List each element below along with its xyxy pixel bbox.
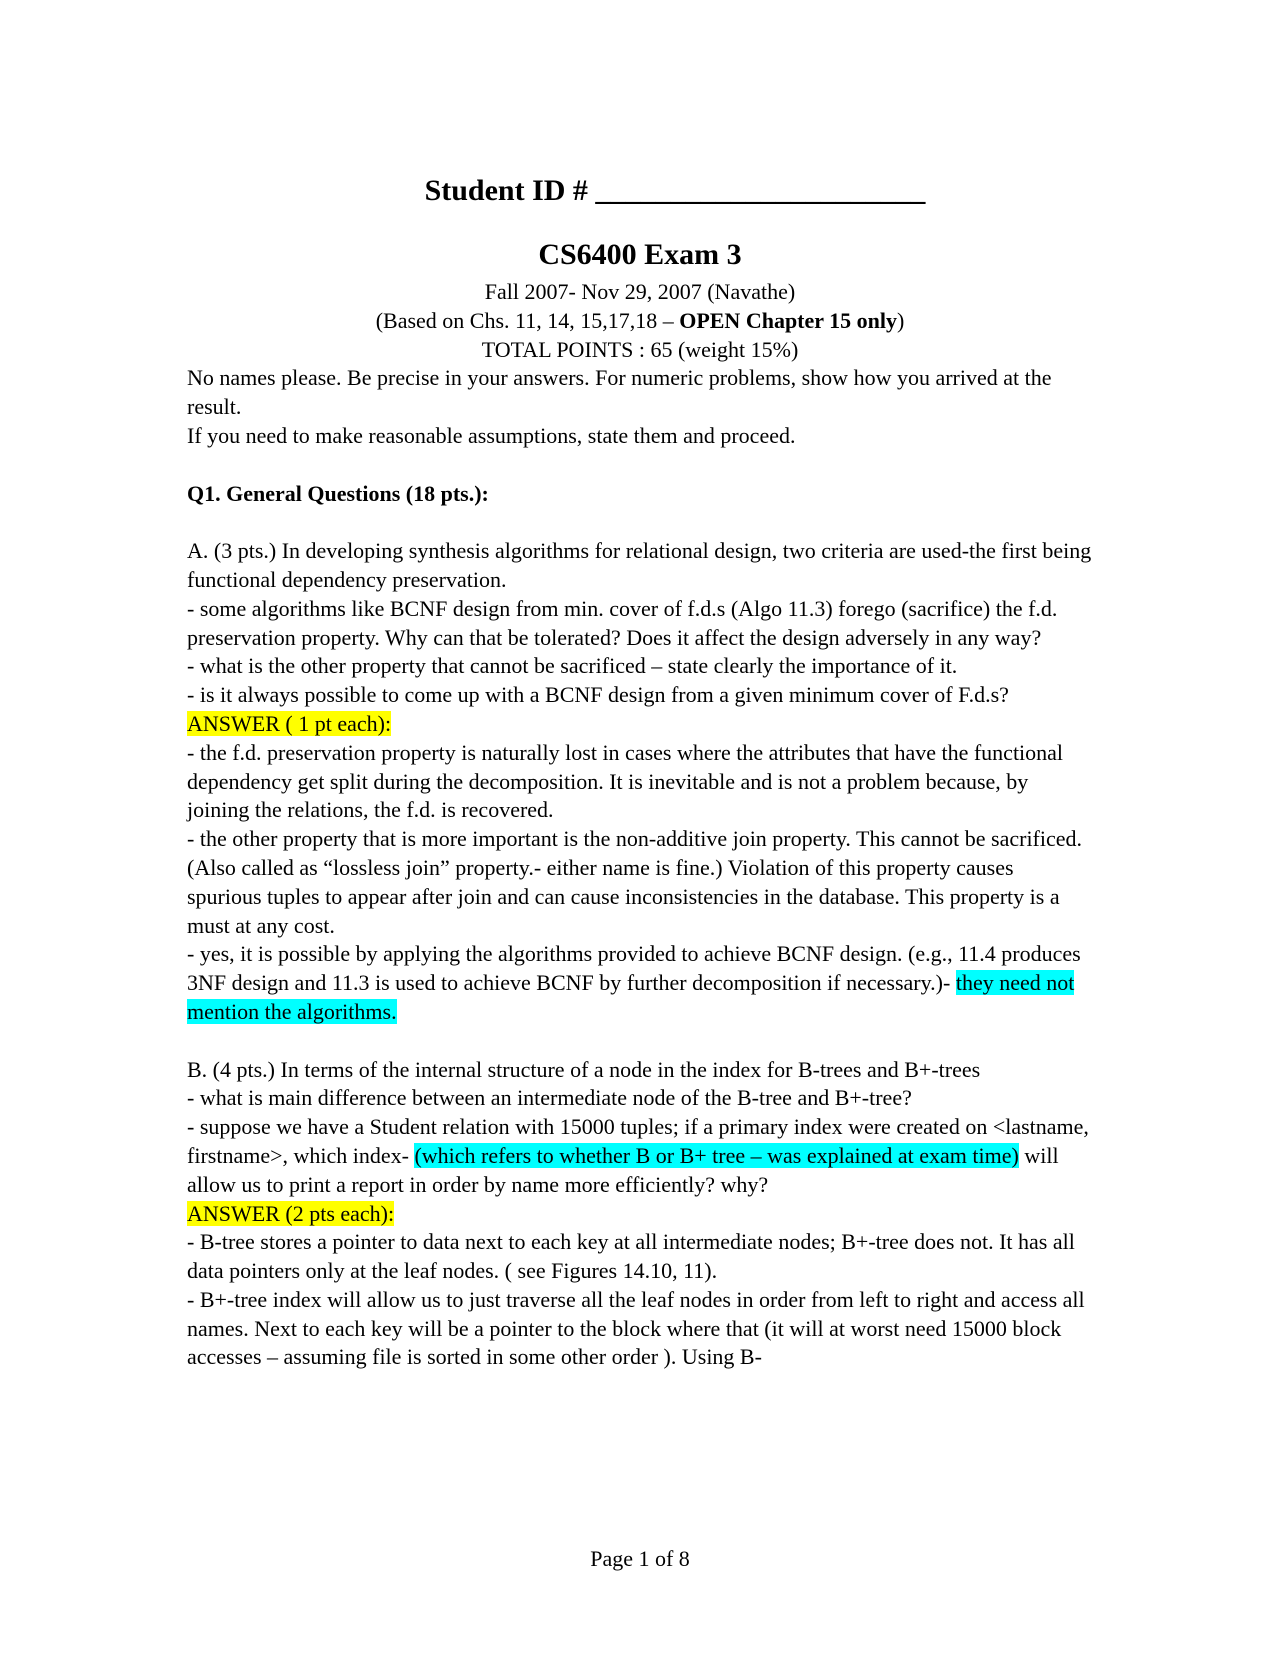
- chapters-suffix: ): [896, 307, 905, 333]
- spacer: [187, 508, 1093, 537]
- term-line: Fall 2007- Nov 29, 2007 (Navathe): [484, 279, 796, 304]
- total-points-line: TOTAL POINTS : 65 (weight 15%): [481, 336, 799, 362]
- q1a-answer-3: [187, 940, 1093, 1026]
- q1-heading-text: Q1. General Questions (18 pts.):: [187, 480, 489, 506]
- q1a-answer-1: - the f.d. preservation property is naturally lost in cases where the attributes that have the functional dependency get split during the decomposition. It is inevitable and is not a problem because, by joining the relations, the f.d. is recovered.: [187, 739, 1064, 823]
- spacer: [187, 451, 1093, 480]
- chapters-line: [187, 307, 1093, 336]
- spacer: [187, 1027, 1093, 1056]
- instructions-line-2: If you need to make reasonable assumptions, state them and proceed.: [187, 422, 796, 448]
- chapters-bold: OPEN Chapter 15 only: [679, 307, 897, 333]
- q1b-bullet-1: - what is main difference between an intermediate node of the B-tree and B+-tree?: [187, 1085, 912, 1111]
- chapters-prefix: (Based on Chs. 11, 14, 15,17,18 –: [375, 307, 680, 333]
- q1b-answer-label: ANSWER (2 pts each):: [187, 1200, 395, 1226]
- q1a-answer-label-line: [187, 710, 1093, 739]
- q1a-bullet-1: - some algorithms like BCNF design from min. cover of f.d.s (Algo 11.3) forego (sacrifice) the f.d. preservation property. Why can that be tolerated? Does it affect the design adversely in any way?: [187, 595, 1058, 650]
- instructions-line-1: No names please. Be precise in your answers. For numeric problems, show how you arrived at the result.: [187, 365, 1052, 420]
- q1a-answer-3-note: they need not mention the algorithms.: [187, 970, 1075, 1024]
- page-content: [187, 172, 1093, 1372]
- q1b-answer-2: - B+-tree index will allow us to just traverse all the leaf nodes in order from left to right and access all names. Next to each key will be a pointer to the block where that (it will at worst need 15000 block accesses – assuming file is sorted in some other order ). Using B-: [187, 1286, 1085, 1370]
- q1b-answer-1: - B-tree stores a pointer to data next to each key at all intermediate nodes; B+-tree does not. It has all data pointers only at the leaf nodes. ( see Figures 14.10, 11).: [187, 1229, 1075, 1284]
- page-number: Page 1 of 8: [590, 1546, 690, 1571]
- student-id-line: Student ID # ______________________: [424, 174, 926, 207]
- q1a-question: A. (3 pts.) In developing synthesis algorithms for relational design, two criteria are used-the first being functional dependency preservation.: [187, 538, 1092, 592]
- q1a-answer-2: - the other property that is more important is the non-additive join property. This cannot be sacrificed. (Also called as “lossless join” property.- either name is fine.) Violation of this property causes spurious tuples to appear after join and can cause inconsistencies in the database. This property is a must at any cost.: [187, 826, 1083, 938]
- q1b-bullet-2-text: - suppose we have a Student relation with 15000 tuples; if a primary index were created on <lastname, firstname>, which index-: [187, 1114, 1089, 1168]
- q1a-bullet-2: - what is the other property that cannot be sacrificed – state clearly the importance of it.: [187, 653, 958, 679]
- exam-title: CS6400 Exam 3: [538, 238, 742, 271]
- q1a-bullet-3: - is it always possible to come up with a BCNF design from a given minimum cover of F.d.s?: [187, 682, 1009, 708]
- q1b-bullet-2-note: (which refers to whether B or B+ tree – was explained at exam time): [414, 1142, 1019, 1168]
- q1a-answer-3-text: - yes, it is possible by applying the algorithms provided to achieve BCNF design. (e.g., 11.4 produces 3NF design and 11.3 is used to achieve BCNF by further decomposition if necessary.)-: [187, 941, 1081, 996]
- q1b-answer-label-line: [187, 1200, 1093, 1229]
- q1b-bullet-2: [187, 1113, 1093, 1199]
- q1-heading: [187, 480, 1093, 509]
- q1a-answer-label: ANSWER ( 1 pt each):: [187, 710, 392, 736]
- q1b-bullet-2-suffix: will allow us to print a report in order by name more efficiently? why?: [187, 1142, 1059, 1197]
- q1b-question: B. (4 pts.) In terms of the internal structure of a node in the index for B-trees and B+-trees: [187, 1056, 981, 1082]
